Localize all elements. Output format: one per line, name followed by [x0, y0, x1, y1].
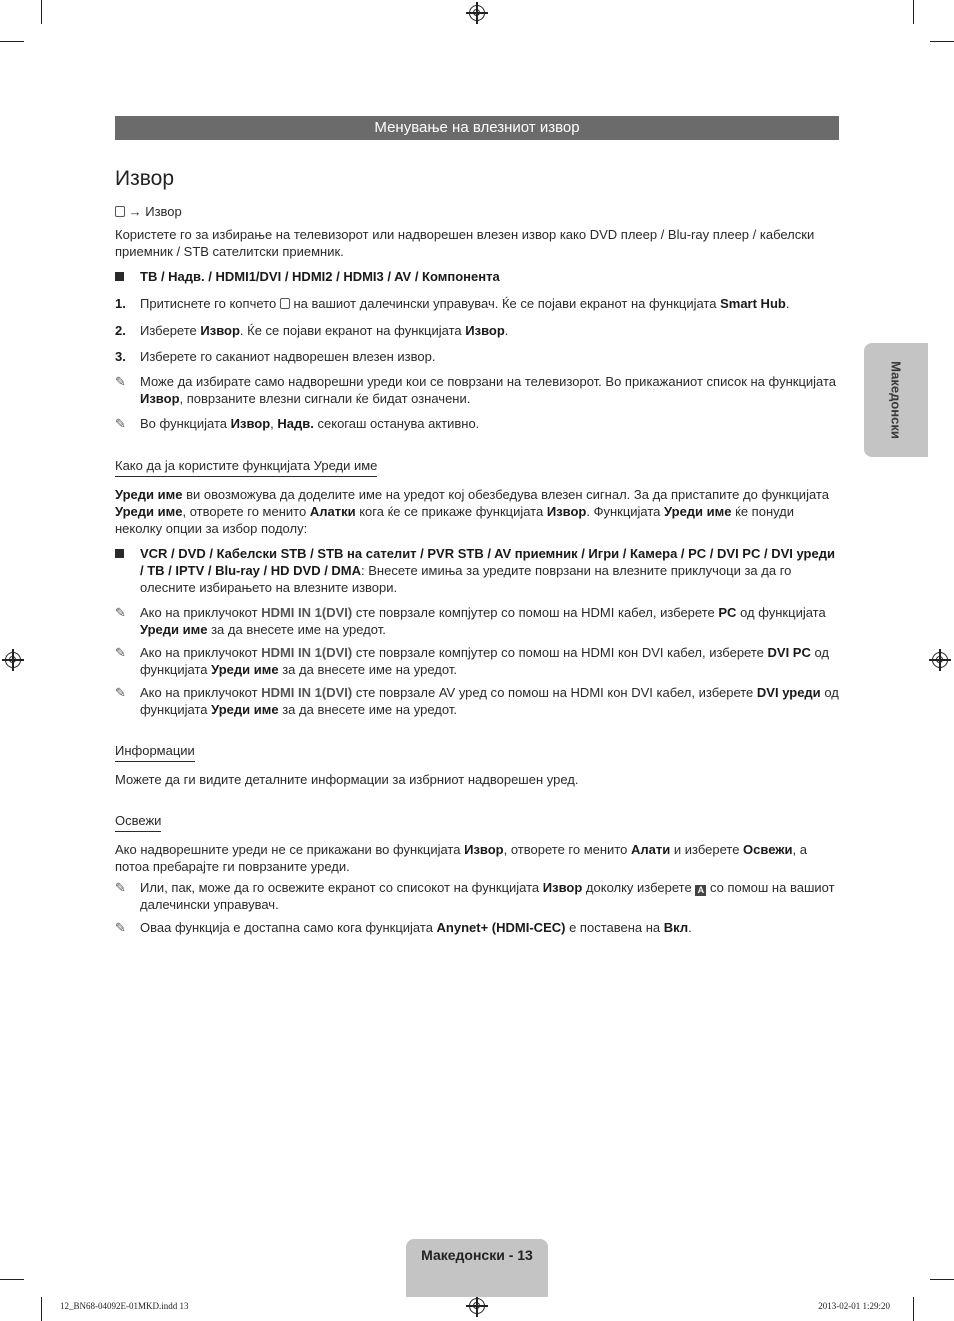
refresh-paragraph: Ако надворешните уреди не се прикажани во функцијата Извор, отворете го менито Алати и изберете Освежи, а потоа пребарајте ги поврзаните уреди. [115, 842, 807, 874]
note-pencil-icon: ✎ [115, 605, 126, 620]
note-pencil-icon: ✎ [115, 645, 126, 660]
crop-mark [930, 41, 954, 42]
step-1: 1. Притиснете го копчето на вашиот далечински управувач. Ќе се појави екранот на функцијата Smart Hub. [115, 296, 790, 311]
information-paragraph: Можете да ги видите деталните информации за избрниот надворешен уред. [115, 772, 579, 787]
intro-paragraph: Користете го за избирање на телевизорот или надворешен влезен извор како DVD плеер / Blu-ray плеер / кабелски приемник / STB сателитски приемник. [115, 227, 815, 259]
crop-mark [913, 1297, 914, 1321]
step-2: 2. Изберете Извор. Ќе се појави екранот на функцијата Извор. [115, 323, 509, 338]
page-footer [406, 1239, 548, 1297]
note: ✎ Ако на приклучокот HDMI IN 1(DVI) сте поврзале AV уред со помош на HDMI кон DVI кабел, изберете DVI уреди од функцијата Уреди име за да внесете име на уредот. [115, 685, 839, 717]
note: ✎ Или, пак, може да го освежите екранот со списокот на функцијата Извор доколку изберете A со помош на вашиот далечински управувач. [115, 880, 835, 912]
print-slug-left: 12_BN68-04092E-01MKD.indd 13 [60, 1301, 189, 1311]
source-button-icon [280, 298, 290, 309]
section-header: Менување на влезниот извор [115, 116, 839, 140]
a-button-icon: A [695, 885, 706, 896]
page-title: Извор [115, 167, 175, 190]
subheading-edit-name: Како да ја користите функцијата Уреди име [115, 458, 377, 477]
main-content [115, 203, 839, 936]
language-side-tab: Македонски [864, 343, 928, 457]
registration-mark-icon [469, 1298, 485, 1314]
bullet-square-icon [115, 549, 124, 558]
registration-mark-icon [5, 652, 21, 668]
note-pencil-icon: ✎ [115, 685, 126, 700]
page-number: Македонски - 13 [421, 1247, 533, 1263]
registration-mark-icon [469, 5, 485, 21]
note-pencil-icon: ✎ [115, 920, 126, 935]
crop-mark [0, 1279, 24, 1280]
note: ✎ Може да избирате само надворешни уреди кои се поврзани на телевизорот. Во прикажаниот список на функцијата Извор, поврзаните влезни сигнали ќе бидат означени. [115, 374, 837, 406]
note: ✎ Ако на приклучокот HDMI IN 1(DVI) сте поврзале компјутер со помош на HDMI кабел, изберете PC од функцијата Уреди име за да внесете име на уредот. [115, 605, 826, 637]
menu-path: → Извор [115, 203, 839, 220]
bullet-square-icon [115, 272, 124, 281]
note-pencil-icon: ✎ [115, 416, 126, 431]
note: ✎ Ако на приклучокот HDMI IN 1(DVI) сте поврзале компјутер со помош на HDMI кон DVI кабел, изберете DVI PC од функцијата Уреди име за да внесете име на уредот. [115, 645, 830, 677]
note-pencil-icon: ✎ [115, 880, 126, 895]
crop-mark [913, 0, 914, 24]
crop-mark [930, 1279, 954, 1280]
source-list-bullet: ТВ / Надв. / HDMI1/DVI / HDMI2 / HDMI3 / AV / Компонента [115, 268, 839, 285]
note: ✎ Оваа функција е достапна само кога функцијата Anynet+ (HDMI-CEC) е поставена на Вкл. [115, 920, 692, 935]
crop-mark [41, 0, 42, 24]
crop-mark [0, 41, 24, 42]
note-pencil-icon: ✎ [115, 374, 126, 389]
crop-mark [41, 1297, 42, 1321]
note: ✎ Во функцијата Извор, Надв. секогаш останува активно. [115, 416, 480, 431]
subheading-refresh: Освежи [115, 813, 161, 832]
step-3: 3. Изберете го саканиот надворешен влезен извор. [115, 349, 436, 364]
edit-name-paragraph: Уреди име ви овозможува да доделите име на уредот кој обезбедува влезен сигнал. За да пристапите до функцијата Уреди име, отворете го менито Алатки кога ќе се прикаже функцијата Извор. Функцијата Уреди име ќе понуди неколку опции за избор подолу: [115, 487, 829, 536]
device-list-bullet: VCR / DVD / Кабелски STB / STB на сателит / PVR STB / AV приемник / Игри / Камера / PC / DVI PC / DVI уреди / ТВ / IPTV / Blu-ray / HD DVD / DMA: Внесете имиња за уредите поврзани на влезните приклучоци за да го олесните избирањето на влезните извори. [115, 545, 839, 596]
subheading-information: Информации [115, 743, 195, 762]
menu-icon [115, 206, 125, 217]
registration-mark-icon [932, 652, 948, 668]
print-slug-right: 2013-02-01 1:29:20 [818, 1301, 890, 1311]
